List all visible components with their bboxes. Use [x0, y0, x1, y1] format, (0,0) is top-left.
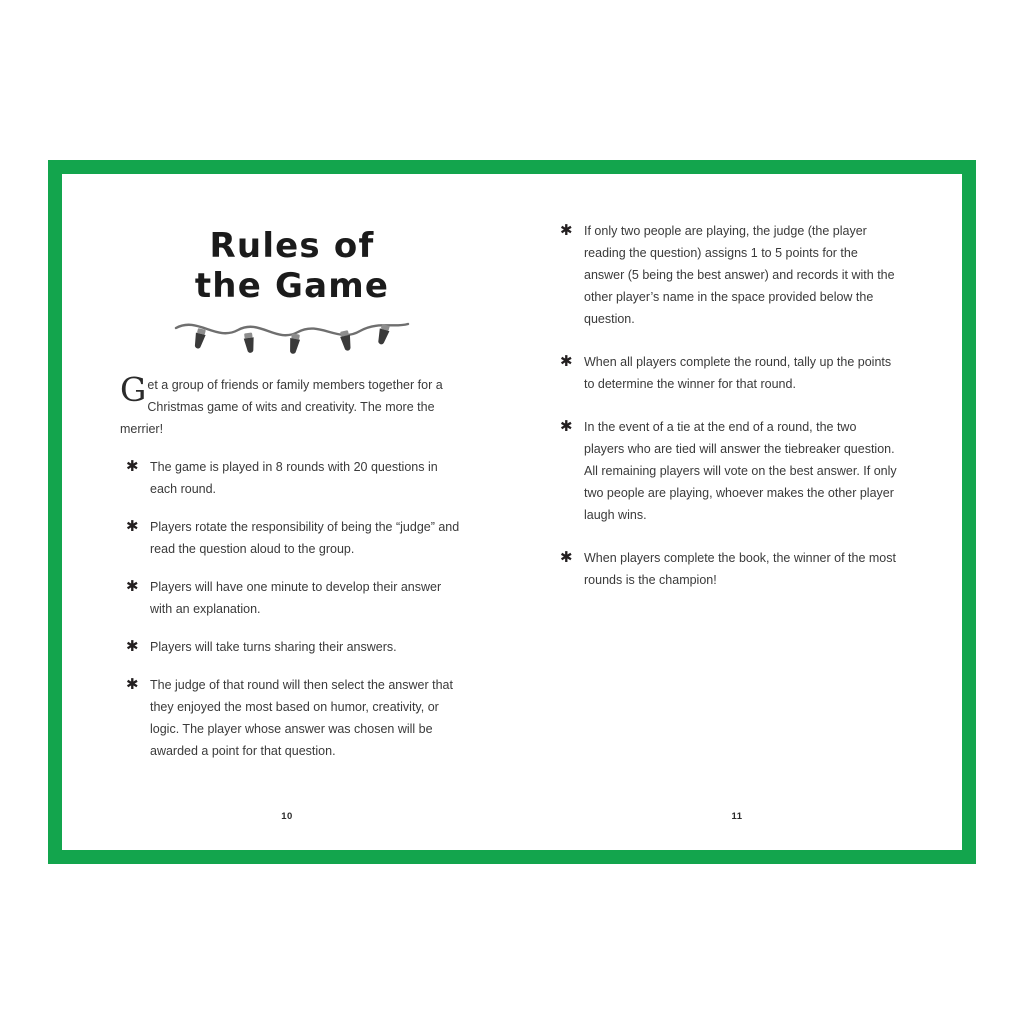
page-title — [120, 226, 464, 306]
star-bullet-icon: ✱ — [126, 676, 139, 694]
list-item — [554, 220, 900, 330]
left-rules-list — [120, 456, 464, 762]
star-bullet-icon: ✱ — [126, 578, 139, 596]
list-item-text: When players complete the book, the winner of the most rounds is the champion! — [584, 551, 896, 587]
list-item-text: If only two people are playing, the judge (the player reading the question) assigns 1 to 5 points for the answer (5 being the best answer) and records it with the other player’s name in the space provided below the question. — [584, 224, 895, 326]
string-of-lights-icon — [172, 312, 412, 360]
list-item — [120, 576, 464, 620]
star-bullet-icon: ✱ — [560, 418, 573, 435]
star-bullet-icon: ✱ — [126, 638, 139, 656]
list-item — [120, 636, 464, 658]
star-bullet-icon: ✱ — [126, 458, 139, 476]
star-bullet-icon: ✱ — [560, 222, 573, 239]
right-page — [512, 174, 962, 850]
list-item-text: Players will have one minute to develop their answer with an explanation. — [150, 580, 442, 617]
list-item — [120, 516, 464, 560]
book-pages — [62, 174, 962, 850]
right-rules-list — [554, 220, 900, 591]
intro-text: et a group of friends or family members together for a Christmas game of wits and creativity. The more the merrier! — [120, 378, 443, 437]
star-bullet-icon: ✱ — [560, 353, 573, 370]
page-title-line-2: the Game — [194, 266, 390, 307]
intro-drop-cap: G — [120, 370, 147, 410]
star-bullet-icon: ✱ — [126, 518, 139, 536]
list-item-text: Players rotate the responsibility of being the “judge” and read the question aloud to the group. — [150, 520, 460, 557]
list-item-text: Players will take turns sharing their answers. — [150, 640, 397, 655]
page-number-right: 11 — [731, 811, 743, 822]
book-spread — [48, 160, 976, 864]
list-item — [554, 351, 900, 395]
list-item-text: When all players complete the round, tally up the points to determine the winner for that round. — [584, 355, 892, 391]
list-item-text: The game is played in 8 rounds with 20 questions in each round. — [150, 460, 438, 497]
list-item-text: In the event of a tie at the end of a round, the two players who are tied will answer the tiebreaker question. All remaining players will vote on the best answer. If only two people are playing, whoever makes the other player laugh wins. — [584, 420, 897, 522]
page-number-left: 10 — [281, 811, 293, 822]
left-page — [62, 174, 512, 850]
list-item — [554, 416, 900, 526]
list-item — [120, 674, 464, 762]
intro-paragraph — [120, 370, 464, 440]
page-title-line-1: Rules of — [209, 226, 375, 266]
star-bullet-icon: ✱ — [560, 549, 573, 566]
list-item — [554, 547, 900, 591]
list-item-text: The judge of that round will then select the answer that they enjoyed the most based on humor, creativity, or logic. The player whose answer was chosen will be awarded a point for that question. — [150, 678, 453, 759]
list-item — [120, 456, 464, 500]
